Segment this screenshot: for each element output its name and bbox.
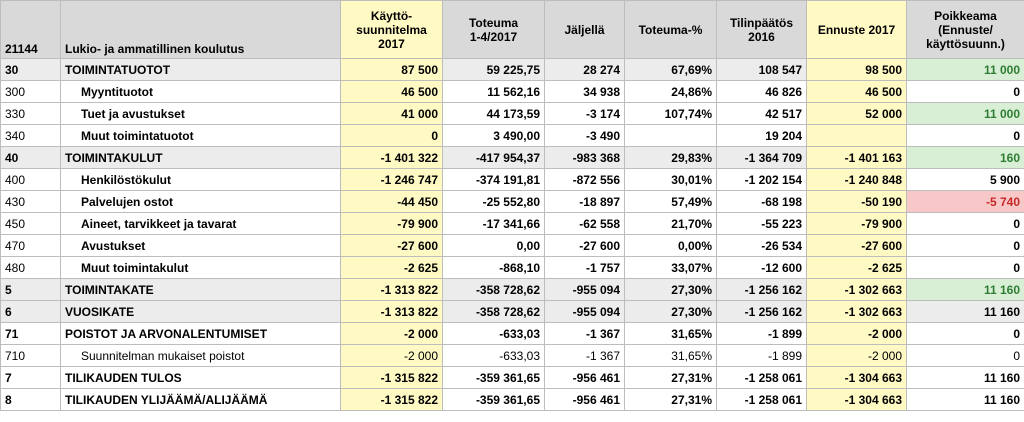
- cell-name: Suunnitelman mukaiset poistot: [61, 345, 341, 367]
- cell-jaljella: -27 600: [545, 235, 625, 257]
- cell-toteumapct: 107,74%: [625, 103, 717, 125]
- cell-kayttosuunnitelma: -44 450: [341, 191, 443, 213]
- cell-code: 710: [1, 345, 61, 367]
- cell-poikkeama: 11 160: [907, 389, 1024, 411]
- cell-tilinpaatos: -1 899: [717, 345, 807, 367]
- cell-jaljella: -62 558: [545, 213, 625, 235]
- cell-name: TOIMINTAKULUT: [61, 147, 341, 169]
- cell-name: Palvelujen ostot: [61, 191, 341, 213]
- cell-poikkeama: 160: [907, 147, 1024, 169]
- cell-name: TOIMINTAKATE: [61, 279, 341, 301]
- cell-tilinpaatos: -55 223: [717, 213, 807, 235]
- cell-ennuste: -1 302 663: [807, 301, 907, 323]
- cell-code: 71: [1, 323, 61, 345]
- cell-name: Muut toimintatuotot: [61, 125, 341, 147]
- cell-toteuma: -868,10: [443, 257, 545, 279]
- cell-toteumapct: 27,31%: [625, 389, 717, 411]
- cell-ennuste: -1 304 663: [807, 367, 907, 389]
- cell-toteumapct: 30,01%: [625, 169, 717, 191]
- cell-kayttosuunnitelma: 87 500: [341, 59, 443, 81]
- cell-poikkeama: 0: [907, 81, 1024, 103]
- cell-toteuma: 11 562,16: [443, 81, 545, 103]
- table-row: [1, 257, 1024, 279]
- cell-jaljella: -1 757: [545, 257, 625, 279]
- table-row: [1, 103, 1024, 125]
- cell-poikkeama: 0: [907, 125, 1024, 147]
- header-toteuma: Toteuma 1-4/2017: [443, 1, 545, 59]
- cell-toteumapct: 27,31%: [625, 367, 717, 389]
- cell-ennuste: -79 900: [807, 213, 907, 235]
- cell-kayttosuunnitelma: -27 600: [341, 235, 443, 257]
- cell-kayttosuunnitelma: 41 000: [341, 103, 443, 125]
- cell-poikkeama: 11 000: [907, 103, 1024, 125]
- cell-code: 470: [1, 235, 61, 257]
- cell-ennuste: -27 600: [807, 235, 907, 257]
- cell-tilinpaatos: -1 258 061: [717, 367, 807, 389]
- cell-kayttosuunnitelma: -1 246 747: [341, 169, 443, 191]
- cell-poikkeama: 0: [907, 345, 1024, 367]
- cell-poikkeama: 11 000: [907, 59, 1024, 81]
- cell-name: Avustukset: [61, 235, 341, 257]
- cell-toteumapct: 67,69%: [625, 59, 717, 81]
- cell-kayttosuunnitelma: -2 000: [341, 323, 443, 345]
- cell-tilinpaatos: -1 256 162: [717, 301, 807, 323]
- cell-jaljella: -3 490: [545, 125, 625, 147]
- cell-kayttosuunnitelma: -1 313 822: [341, 301, 443, 323]
- cell-toteuma: -25 552,80: [443, 191, 545, 213]
- cell-kayttosuunnitelma: 0: [341, 125, 443, 147]
- cell-code: 7: [1, 367, 61, 389]
- cell-toteumapct: 31,65%: [625, 323, 717, 345]
- cell-name: VUOSIKATE: [61, 301, 341, 323]
- cell-code: 400: [1, 169, 61, 191]
- cell-code: 450: [1, 213, 61, 235]
- header-tilinpaatos: Tilinpäätös 2016: [717, 1, 807, 59]
- cell-ennuste: 52 000: [807, 103, 907, 125]
- header-poikkeama: Poikkeama (Ennuste/ käyttösuunn.): [907, 1, 1024, 59]
- cell-code: 300: [1, 81, 61, 103]
- cell-kayttosuunnitelma: -1 315 822: [341, 367, 443, 389]
- cell-toteumapct: 27,30%: [625, 301, 717, 323]
- cell-code: 430: [1, 191, 61, 213]
- cell-name: Tuet ja avustukset: [61, 103, 341, 125]
- cell-jaljella: -955 094: [545, 279, 625, 301]
- cell-tilinpaatos: 46 826: [717, 81, 807, 103]
- cell-name: POISTOT JA ARVONALENTUMISET: [61, 323, 341, 345]
- cell-poikkeama: 0: [907, 257, 1024, 279]
- cell-jaljella: -3 174: [545, 103, 625, 125]
- cell-jaljella: -1 367: [545, 345, 625, 367]
- cell-jaljella: 34 938: [545, 81, 625, 103]
- cell-toteuma: -358 728,62: [443, 301, 545, 323]
- cell-toteuma: -633,03: [443, 323, 545, 345]
- cell-tilinpaatos: -1 202 154: [717, 169, 807, 191]
- cell-jaljella: -956 461: [545, 367, 625, 389]
- cell-code: 6: [1, 301, 61, 323]
- cell-name: Aineet, tarvikkeet ja tavarat: [61, 213, 341, 235]
- cell-ennuste: -2 625: [807, 257, 907, 279]
- cell-tilinpaatos: -68 198: [717, 191, 807, 213]
- table-row: [1, 301, 1024, 323]
- cell-toteuma: -417 954,37: [443, 147, 545, 169]
- cell-ennuste: -1 401 163: [807, 147, 907, 169]
- cell-toteuma: -17 341,66: [443, 213, 545, 235]
- cell-code: 30: [1, 59, 61, 81]
- cell-code: 330: [1, 103, 61, 125]
- cell-ennuste: 46 500: [807, 81, 907, 103]
- cell-kayttosuunnitelma: -1 315 822: [341, 389, 443, 411]
- cell-ennuste: -1 304 663: [807, 389, 907, 411]
- cell-tilinpaatos: -1 899: [717, 323, 807, 345]
- cell-name: Myyntituotot: [61, 81, 341, 103]
- table-row: [1, 367, 1024, 389]
- cell-jaljella: 28 274: [545, 59, 625, 81]
- cell-jaljella: -1 367: [545, 323, 625, 345]
- table-row: [1, 147, 1024, 169]
- cell-toteuma: -358 728,62: [443, 279, 545, 301]
- cell-toteumapct: [625, 125, 717, 147]
- table-row: [1, 235, 1024, 257]
- cell-toteumapct: 0,00%: [625, 235, 717, 257]
- cell-kayttosuunnitelma: -79 900: [341, 213, 443, 235]
- cell-ennuste: -1 302 663: [807, 279, 907, 301]
- cell-toteuma: -374 191,81: [443, 169, 545, 191]
- cell-tilinpaatos: -26 534: [717, 235, 807, 257]
- header-row: [1, 1, 1024, 59]
- cell-kayttosuunnitelma: -2 625: [341, 257, 443, 279]
- cell-name: TOIMINTATUOTOT: [61, 59, 341, 81]
- cell-tilinpaatos: -1 364 709: [717, 147, 807, 169]
- cell-toteuma: -633,03: [443, 345, 545, 367]
- cell-toteuma: 0,00: [443, 235, 545, 257]
- cell-toteumapct: 33,07%: [625, 257, 717, 279]
- cell-kayttosuunnitelma: -1 313 822: [341, 279, 443, 301]
- table-row: [1, 125, 1024, 147]
- table-row: [1, 279, 1024, 301]
- cell-ennuste: -1 240 848: [807, 169, 907, 191]
- cell-toteuma: 59 225,75: [443, 59, 545, 81]
- table-row: [1, 191, 1024, 213]
- cell-poikkeama: 0: [907, 323, 1024, 345]
- cell-toteumapct: 27,30%: [625, 279, 717, 301]
- table-row: [1, 389, 1024, 411]
- cell-ennuste: -2 000: [807, 345, 907, 367]
- table-row: [1, 59, 1024, 81]
- header-jaljella: Jäljellä: [545, 1, 625, 59]
- cell-poikkeama: 0: [907, 213, 1024, 235]
- cell-toteuma: 44 173,59: [443, 103, 545, 125]
- cell-toteumapct: 21,70%: [625, 213, 717, 235]
- cell-toteumapct: 31,65%: [625, 345, 717, 367]
- cell-jaljella: -18 897: [545, 191, 625, 213]
- cell-tilinpaatos: 19 204: [717, 125, 807, 147]
- cell-name: Muut toimintakulut: [61, 257, 341, 279]
- cell-toteumapct: 57,49%: [625, 191, 717, 213]
- header-kayttosuunnitelma: Käyttö- suunnitelma 2017: [341, 1, 443, 59]
- cell-name: Henkilöstökulut: [61, 169, 341, 191]
- header-ennuste: Ennuste 2017: [807, 1, 907, 59]
- cell-code: 40: [1, 147, 61, 169]
- cell-kayttosuunnitelma: -2 000: [341, 345, 443, 367]
- cell-ennuste: 98 500: [807, 59, 907, 81]
- cell-ennuste: -50 190: [807, 191, 907, 213]
- cell-poikkeama: 11 160: [907, 279, 1024, 301]
- cell-code: 8: [1, 389, 61, 411]
- cell-jaljella: -872 556: [545, 169, 625, 191]
- table-row: [1, 345, 1024, 367]
- cell-jaljella: -955 094: [545, 301, 625, 323]
- cell-kayttosuunnitelma: 46 500: [341, 81, 443, 103]
- cell-code: 5: [1, 279, 61, 301]
- cell-jaljella: -956 461: [545, 389, 625, 411]
- cell-toteumapct: 29,83%: [625, 147, 717, 169]
- cell-poikkeama: 11 160: [907, 367, 1024, 389]
- cell-tilinpaatos: 108 547: [717, 59, 807, 81]
- header-toteumapct: Toteuma-%: [625, 1, 717, 59]
- header-code: 21144: [1, 1, 61, 59]
- cell-code: 480: [1, 257, 61, 279]
- cell-ennuste: -2 000: [807, 323, 907, 345]
- cell-poikkeama: -5 740: [907, 191, 1024, 213]
- table-row: [1, 323, 1024, 345]
- table-row: [1, 213, 1024, 235]
- cell-jaljella: -983 368: [545, 147, 625, 169]
- cell-toteumapct: 24,86%: [625, 81, 717, 103]
- cell-tilinpaatos: -1 258 061: [717, 389, 807, 411]
- cell-toteuma: -359 361,65: [443, 389, 545, 411]
- table-row: [1, 169, 1024, 191]
- cell-toteuma: 3 490,00: [443, 125, 545, 147]
- cell-toteuma: -359 361,65: [443, 367, 545, 389]
- cell-kayttosuunnitelma: -1 401 322: [341, 147, 443, 169]
- cell-tilinpaatos: -1 256 162: [717, 279, 807, 301]
- cell-tilinpaatos: -12 600: [717, 257, 807, 279]
- cell-poikkeama: 11 160: [907, 301, 1024, 323]
- table-row: [1, 81, 1024, 103]
- cell-ennuste: [807, 125, 907, 147]
- cell-name: TILIKAUDEN TULOS: [61, 367, 341, 389]
- cell-name: TILIKAUDEN YLIJÄÄMÄ/ALIJÄÄMÄ: [61, 389, 341, 411]
- cell-code: 340: [1, 125, 61, 147]
- cell-tilinpaatos: 42 517: [717, 103, 807, 125]
- cell-poikkeama: 0: [907, 235, 1024, 257]
- cell-poikkeama: 5 900: [907, 169, 1024, 191]
- header-unit-name: Lukio- ja ammatillinen koulutus: [61, 1, 341, 59]
